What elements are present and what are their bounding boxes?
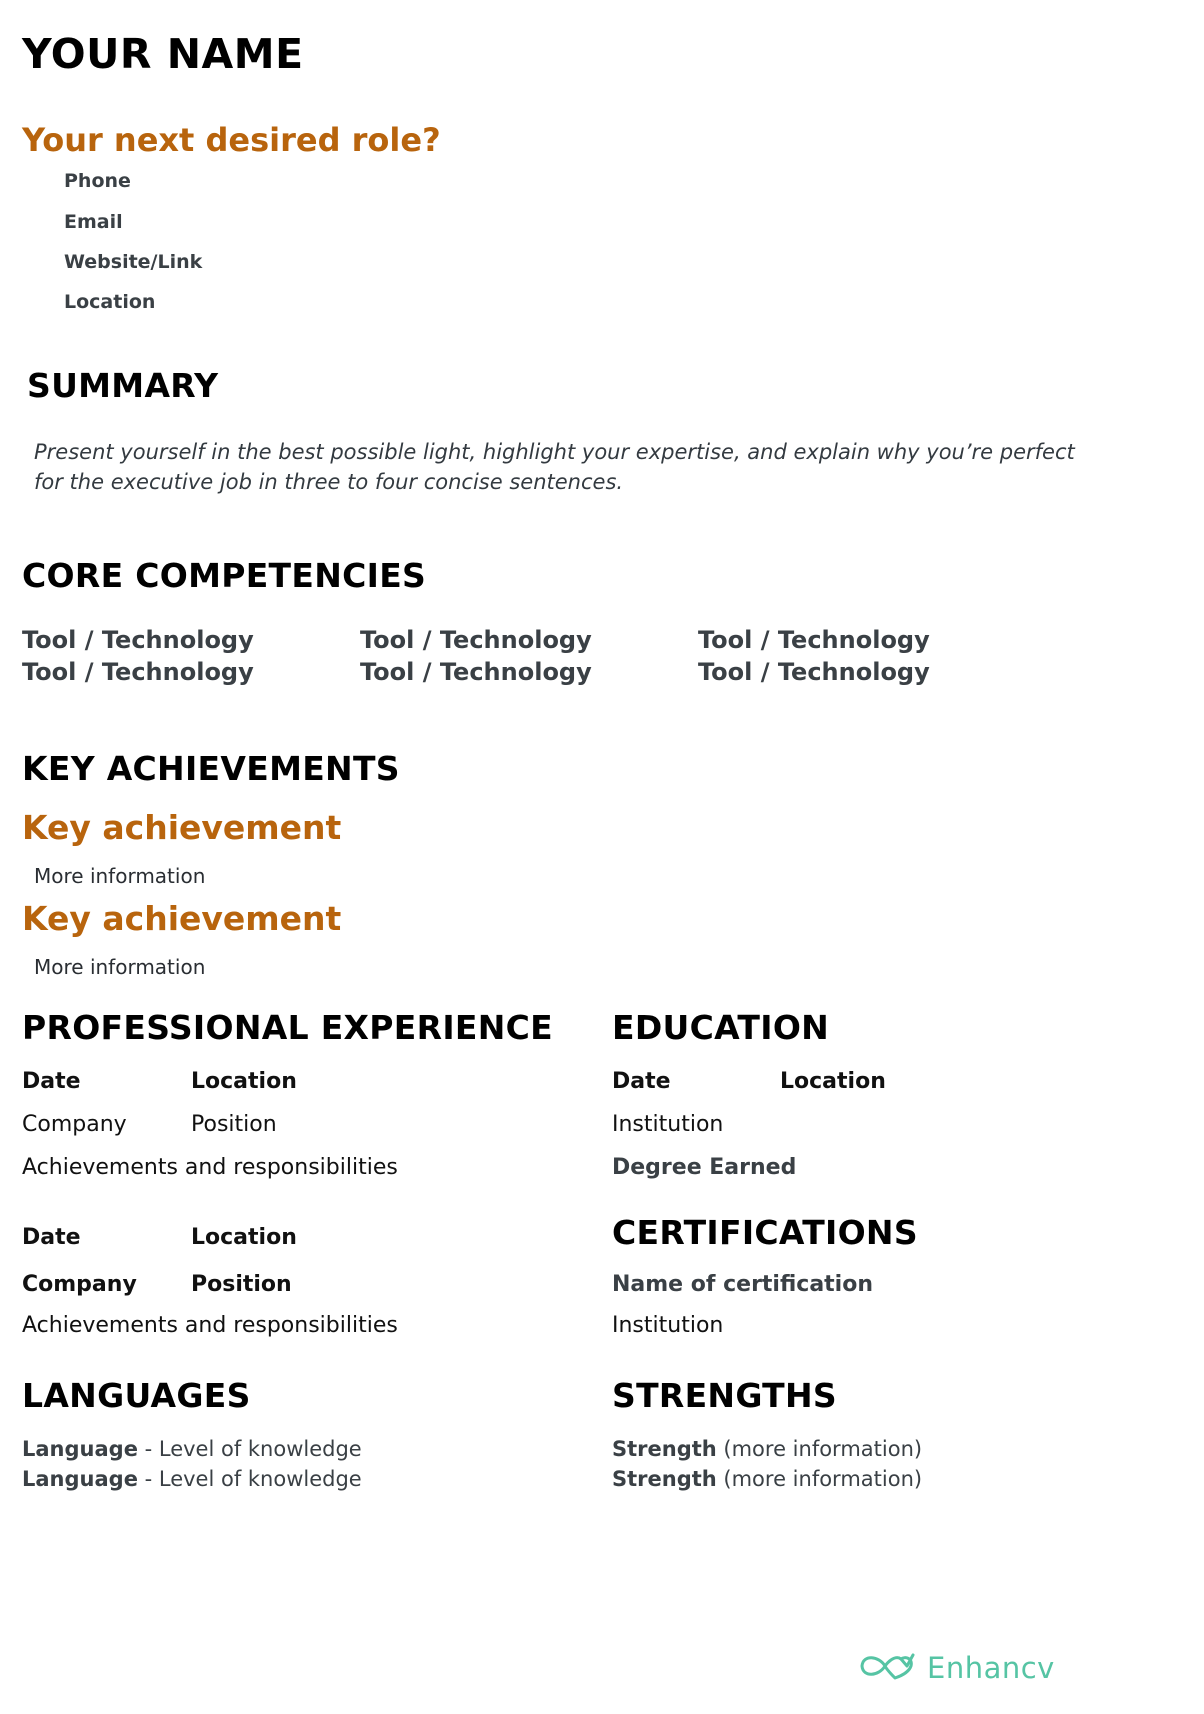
language-row <box>22 1467 362 1491</box>
experience-date: Date <box>22 1069 81 1094</box>
experience-position: Position <box>191 1112 277 1137</box>
education-heading: EDUCATION <box>612 1008 830 1047</box>
language-separator: - <box>137 1437 159 1461</box>
strength-info: (more information) <box>716 1437 923 1461</box>
summary-text: Present yourself in the best possible light, highlight your expertise, and explain why you’re perfect for the executive job in three to four concise sentences. <box>34 440 1075 494</box>
experience-location: Location <box>191 1069 297 1094</box>
certifications-heading: CERTIFICATIONS <box>612 1213 918 1252</box>
achievement-info: More information <box>34 955 206 979</box>
competency-item: Tool / Technology <box>360 626 592 654</box>
language-separator: - <box>137 1467 159 1491</box>
contact-phone: Phone <box>64 170 131 192</box>
experience-date: Date <box>22 1225 81 1250</box>
experience-details: Achievements and responsibilities <box>22 1155 398 1180</box>
language-level: Level of knowledge <box>158 1437 362 1461</box>
strength-name: Strength <box>612 1467 717 1491</box>
language-level: Level of knowledge <box>158 1467 362 1491</box>
strength-info: (more information) <box>716 1467 923 1491</box>
contact-email: Email <box>64 211 123 233</box>
summary-heading: SUMMARY <box>27 366 219 405</box>
certification-name: Name of certification <box>612 1272 874 1297</box>
language-row <box>22 1437 362 1461</box>
achievement-title: Key achievement <box>22 899 342 938</box>
experience-position: Position <box>191 1272 292 1297</box>
logo-text: Enhancv <box>927 1651 1055 1685</box>
education-location: Location <box>780 1069 886 1094</box>
education-degree: Degree Earned <box>612 1155 797 1180</box>
enhancv-logo <box>857 1650 1055 1686</box>
language-name: Language <box>22 1437 138 1461</box>
strength-row <box>612 1467 922 1491</box>
competency-item: Tool / Technology <box>698 626 930 654</box>
education-date: Date <box>612 1069 671 1094</box>
experience-company: Company <box>22 1272 137 1297</box>
experience-location: Location <box>191 1225 297 1250</box>
education-institution: Institution <box>612 1112 724 1137</box>
languages-heading: LANGUAGES <box>22 1376 251 1415</box>
contact-location: Location <box>64 291 156 313</box>
competency-item: Tool / Technology <box>698 658 930 686</box>
competency-item: Tool / Technology <box>360 658 592 686</box>
achievements-heading: KEY ACHIEVEMENTS <box>22 749 400 788</box>
language-name: Language <box>22 1467 138 1491</box>
certification-institution: Institution <box>612 1313 724 1338</box>
strength-row <box>612 1437 922 1461</box>
experience-heading: PROFESSIONAL EXPERIENCE <box>22 1008 554 1047</box>
strengths-heading: STRENGTHS <box>612 1376 837 1415</box>
strength-name: Strength <box>612 1437 717 1461</box>
infinity-heart-icon <box>857 1650 917 1686</box>
resume-name: YOUR NAME <box>22 30 304 78</box>
experience-company: Company <box>22 1112 127 1137</box>
achievement-info: More information <box>34 864 206 888</box>
achievement-title: Key achievement <box>22 808 342 847</box>
desired-role: Your next desired role? <box>22 121 441 159</box>
competencies-heading: CORE COMPETENCIES <box>22 556 427 595</box>
experience-details: Achievements and responsibilities <box>22 1313 398 1338</box>
competency-item: Tool / Technology <box>22 626 254 654</box>
competency-item: Tool / Technology <box>22 658 254 686</box>
contact-website: Website/Link <box>64 251 203 273</box>
